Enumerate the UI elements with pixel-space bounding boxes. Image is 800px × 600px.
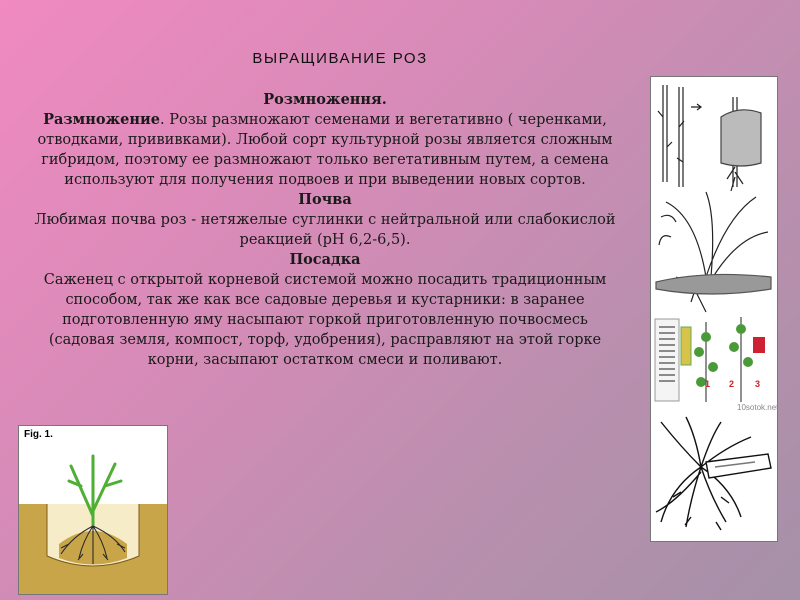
step-label-1: 1 [705,379,711,389]
planting-heading: Посадка [289,251,361,268]
propagation-heading: Размножение [43,111,161,128]
step-label-3: 3 [755,379,761,389]
soil-heading: Почва [298,191,352,208]
section-propagation [30,110,620,190]
propagation-drawings [651,77,777,541]
fig1-label: Fig. 1. [24,429,53,440]
subtitle: Розмноження. [263,91,387,108]
section-planting [30,250,620,370]
step-label-2: 2 [729,379,735,389]
planting-text: Саженец с открытой корневой системой можно посадить традиционным способом, так же как все садовые деревья и кустарники: в заранее подготовленную яму насыпают горкой приготовленную почвосмесь (садовая земля, компост, торф, удобрения), расправляют на этой горке корни, засыпают остатком смеси и поливают. [43,272,607,368]
propagation-illustration [650,76,778,542]
soil-text: Любимая почва роз - нетяжелые суглинки с нейтральной или слабокислой реакцией (рН 6,2-6,5). [34,212,616,248]
slide-title: ВЫРАЩИВАНИЕ РОЗ [252,50,428,67]
section-soil [30,190,620,250]
propagation-text: . Розы размножают семенами и вегетативно ( черенками, отводками, прививками). Любой сорт культурной розы является сложным гибридом, поэтому ее размножают только вегетативным путем, а семена используют для получения подвоев и при выведении новых сортов. [37,112,613,188]
planting-figure [18,425,168,595]
slide-body [30,90,620,370]
watermark: 10sotok.net [737,403,779,412]
planting-drawing [19,426,167,594]
